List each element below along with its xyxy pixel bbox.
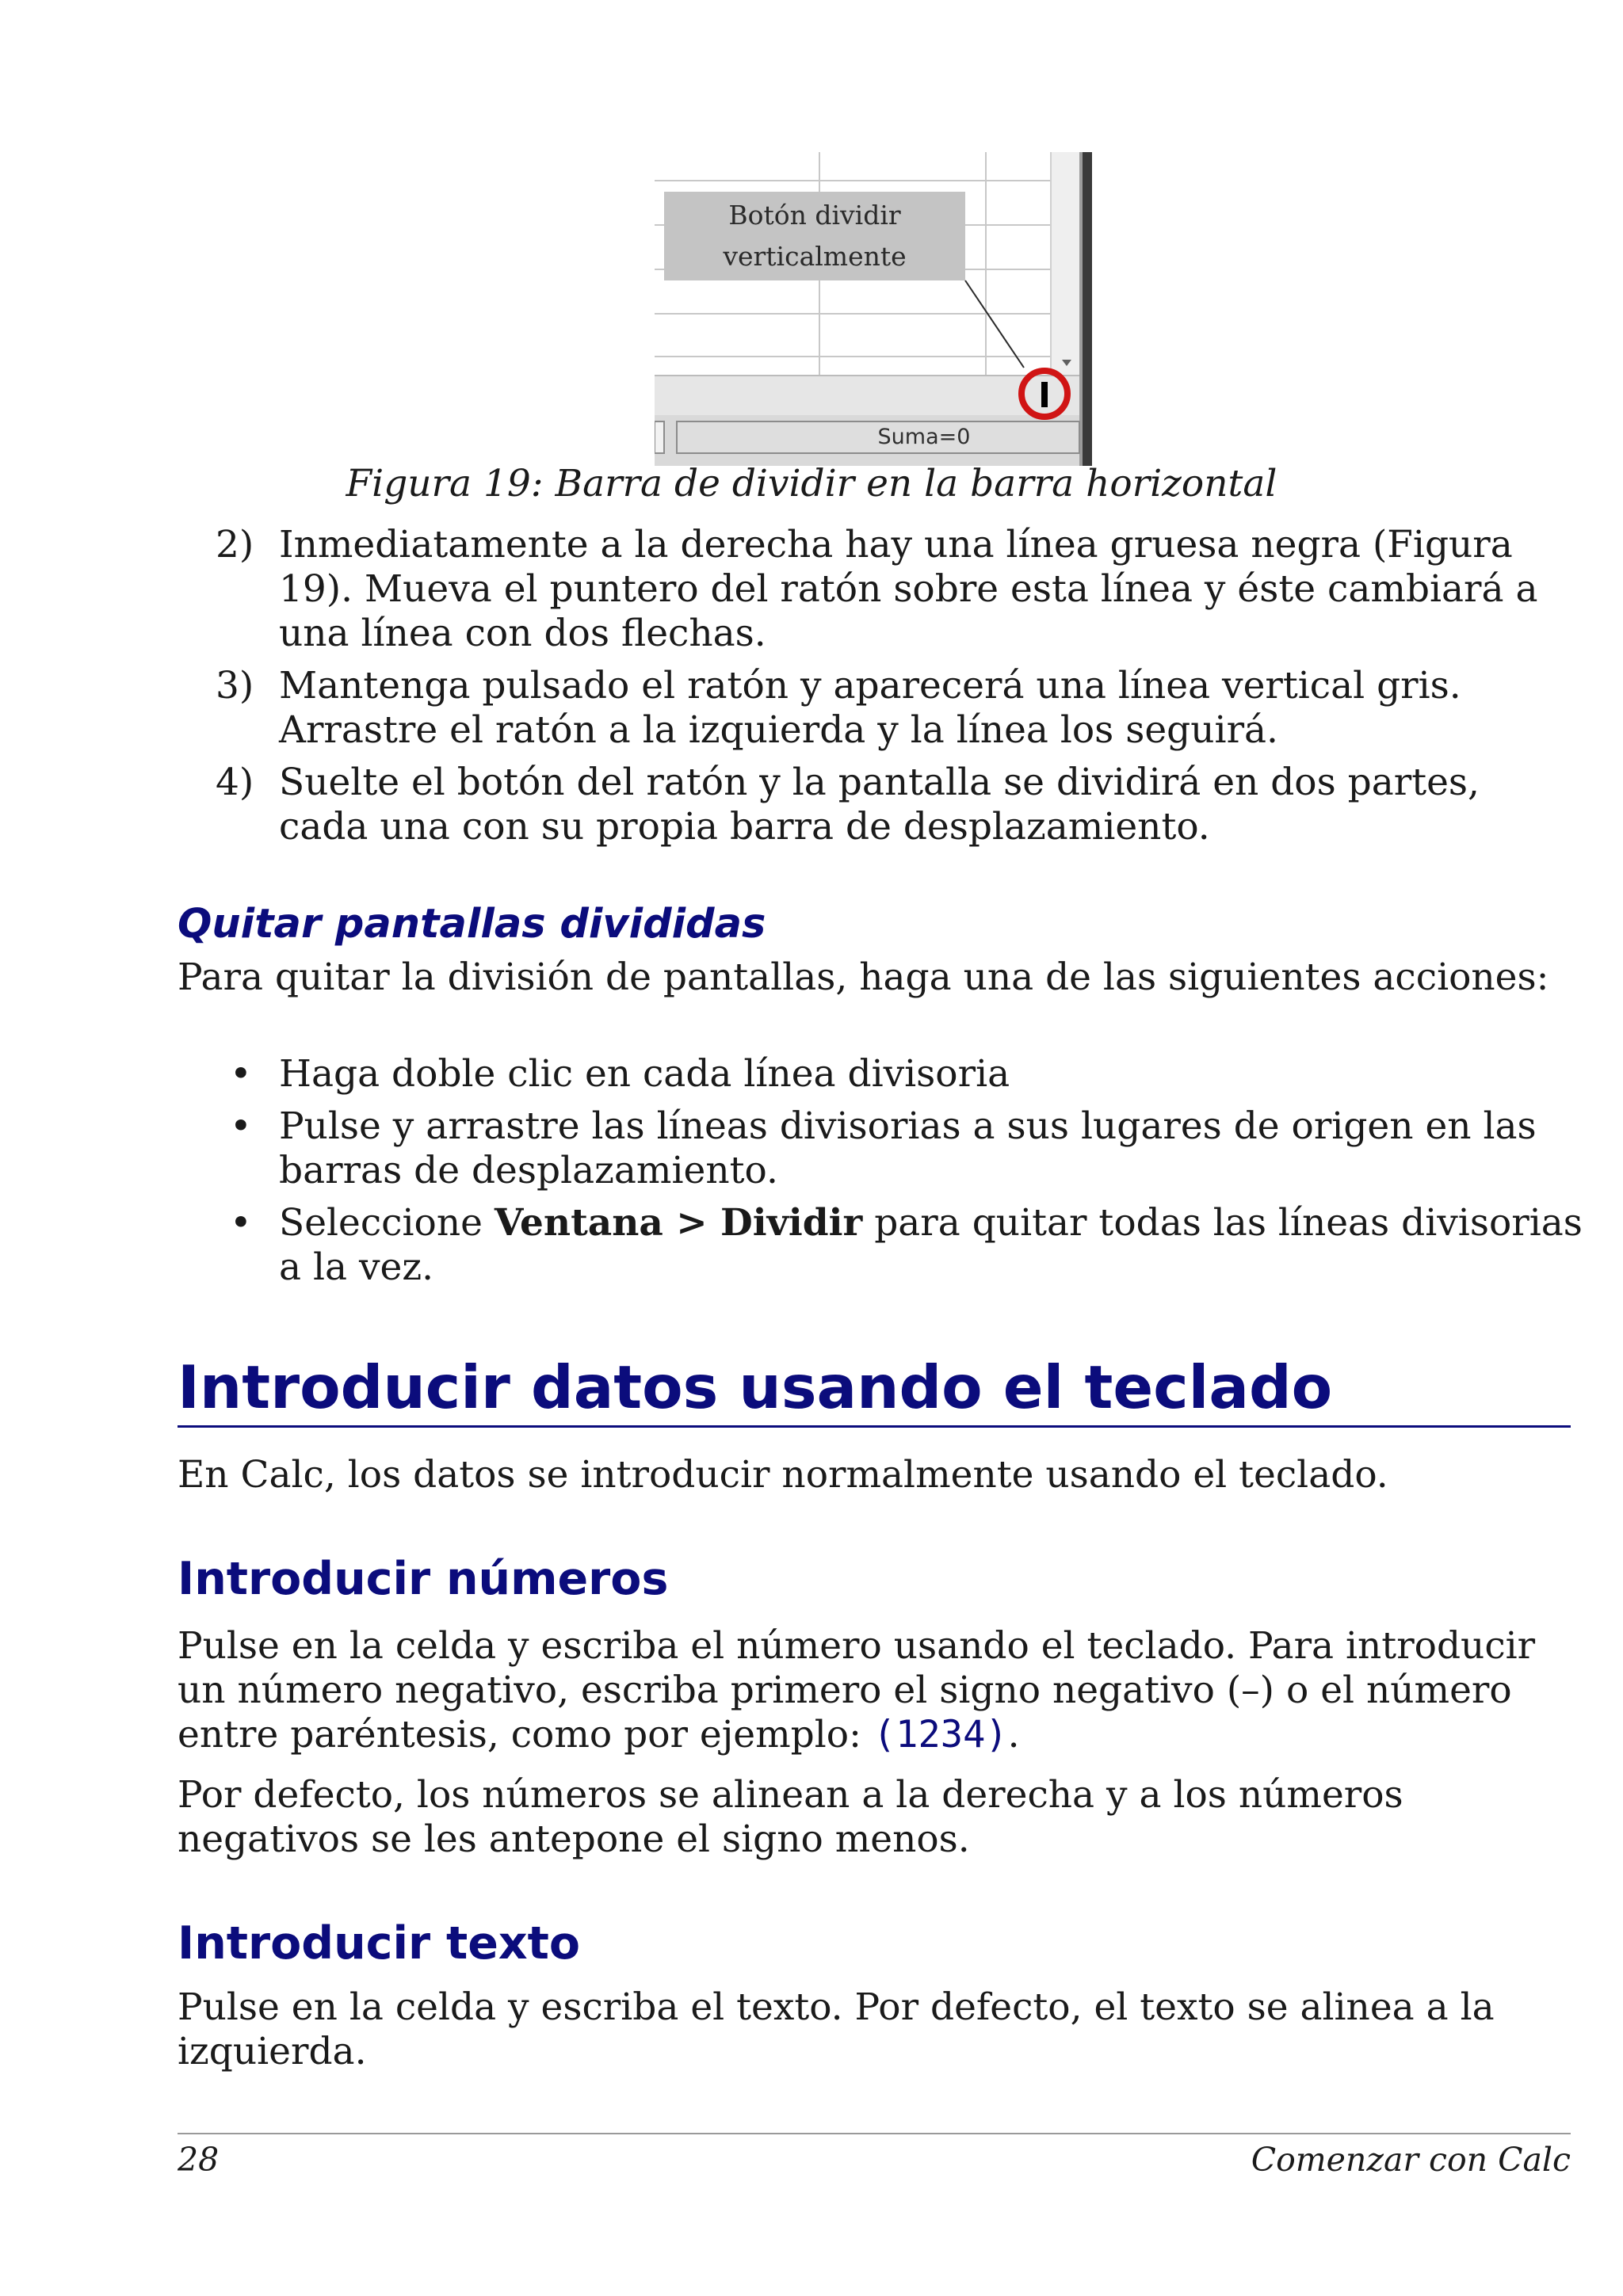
bullet-item: [230, 1104, 1585, 1195]
list-item-text: Inmediatamente a la derecha hay una línea gruesa negra (Figura 19). Mueva el puntero del ratón sobre esta línea y éste cambiará a una línea con dos flechas.: [279, 523, 1538, 655]
list-marker: 3): [216, 664, 254, 707]
figure-caption: Figura 19: Barra de dividir en la barra horizontal: [346, 462, 1277, 505]
paragraph-text: Pulse en la celda y escriba el texto. Por defecto, el texto se alinea a la izquierda.: [178, 1985, 1495, 2073]
paragraph-numbers-1-end: .: [1007, 1713, 1020, 1756]
list-item-text: Suelte el botón del ratón y la pantalla se dividirá en dos partes, cada una con su propia barra de desplazamiento.: [279, 761, 1480, 849]
status-bar-sum: Suma=0: [877, 425, 971, 449]
paragraph-remove-intro: Para quitar la división de pantallas, haga una de las siguientes acciones:: [178, 955, 1549, 999]
footer-book-title: Comenzar con Calc: [1251, 2141, 1571, 2179]
paragraph-keyboard-intro: En Calc, los datos se introducir normalmente usando el teclado.: [178, 1453, 1388, 1497]
paragraph-numbers-2: Por defecto, los números se alinean a la derecha y a los números negativos se les antepone el signo menos.: [178, 1773, 1403, 1861]
figure-screenshot: [655, 152, 1092, 466]
list-item-step-3: [216, 664, 1579, 754]
paragraph-numbers-1: [178, 1624, 1572, 1757]
callout-label: [664, 195, 965, 277]
bullet-text-post: para quitar todas las líneas divisorias a la vez.: [279, 1201, 1583, 1289]
code-example: (1234): [873, 1713, 1008, 1756]
callout-label-line-1: Botón dividir: [728, 200, 901, 231]
bullet-text: Pulse y arrastre las líneas divisorias a sus lugares de origen en las barras de desplazamiento.: [279, 1104, 1537, 1192]
heading-introducir-datos: Introducir datos usando el teclado: [178, 1352, 1333, 1422]
bullet-text-pre: Seleccione: [279, 1201, 495, 1245]
bullet-text: [279, 1201, 1585, 1290]
heading-underline: [178, 1425, 1571, 1428]
split-handle-icon: [1041, 382, 1048, 407]
bullet-marker: •: [230, 1201, 252, 1245]
list-item-step-2: [216, 523, 1579, 658]
footer-page-number: 28: [178, 2141, 220, 2179]
heading-introducir-numeros: Introducir números: [178, 1553, 669, 1605]
heading-quitar-pantallas: Quitar pantallas divididas: [178, 901, 766, 948]
bullet-marker: •: [230, 1052, 252, 1096]
menu-path: Ventana > Dividir: [494, 1201, 863, 1245]
bullet-item: [230, 1201, 1585, 1291]
paragraph-numbers-1-text: Pulse en la celda y escriba el número usando el teclado. Para introducir un número negativo, escriba primero el signo negativo (–) o el número entre paréntesis, como por ejemplo:: [178, 1624, 1536, 1756]
list-item-step-4: [216, 761, 1579, 851]
bullet-item: [230, 1052, 1585, 1097]
bullet-marker: •: [230, 1104, 252, 1148]
list-item-text: Mantenga pulsado el ratón y aparecerá una línea vertical gris. Arrastre el ratón a la izquierda y la línea los seguirá.: [279, 664, 1461, 752]
list-marker: 2): [216, 523, 254, 566]
footer-rule: [178, 2133, 1571, 2134]
bullet-text: Haga doble clic en cada línea divisoria: [279, 1052, 1010, 1096]
callout-label-line-2: verticalmente: [723, 241, 907, 272]
heading-introducir-texto: Introducir texto: [178, 1917, 581, 1970]
list-marker: 4): [216, 761, 254, 804]
